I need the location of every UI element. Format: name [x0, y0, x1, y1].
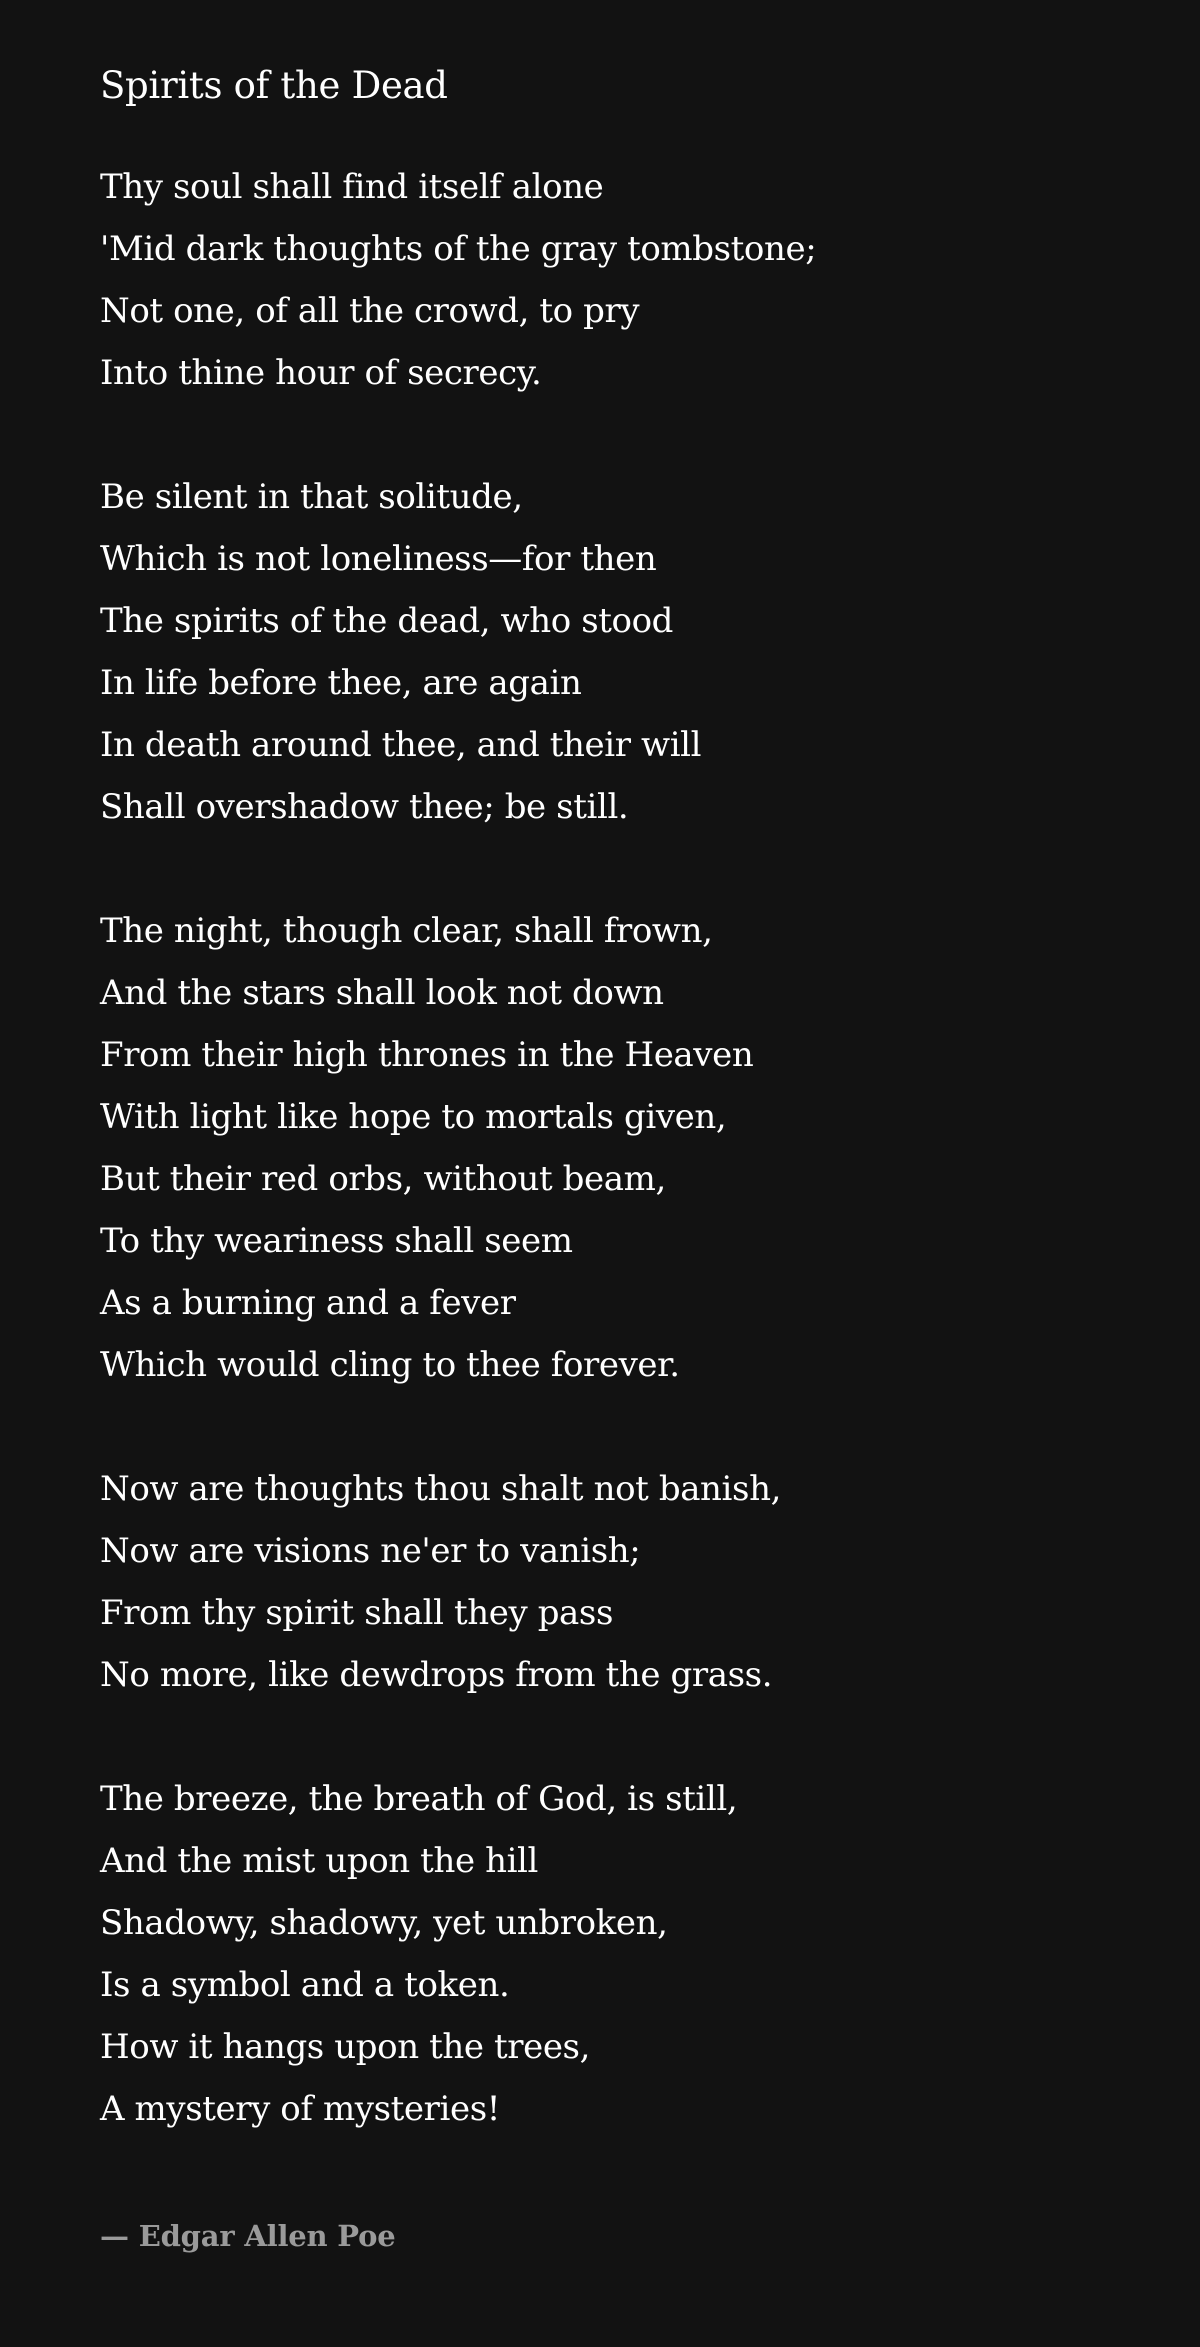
poem-title: Spirits of the Dead [100, 64, 448, 107]
stanza [100, 900, 1100, 1396]
poem-line: A mystery of mysteries! [100, 2089, 501, 2129]
poem-line: Now are thoughts thou shalt not banish, [100, 1469, 781, 1509]
poem-line: How it hangs upon the trees, [100, 2027, 591, 2067]
poem-line: The spirits of the dead, who stood [100, 601, 674, 641]
poem-line: Which is not loneliness—for then [100, 539, 657, 579]
poem-line: With light like hope to mortals given, [100, 1097, 727, 1137]
poem-line: And the mist upon the hill [100, 1841, 538, 1881]
poem-line: Not one, of all the crowd, to pry [100, 291, 640, 331]
poem-line: In death around thee, and their will [100, 725, 702, 765]
poem-line: Shadowy, shadowy, yet unbroken, [100, 1903, 668, 1943]
poem-line: Into thine hour of secrecy. [100, 353, 542, 393]
poem-line: But their red orbs, without beam, [100, 1159, 666, 1199]
poem-line: 'Mid dark thoughts of the gray tombstone; [100, 229, 817, 269]
stanza [100, 466, 1100, 838]
poem-line: The breeze, the breath of God, is still, [100, 1779, 738, 1819]
poem-line: Shall overshadow thee; be still. [100, 787, 629, 827]
poem-line: No more, like dewdrops from the grass. [100, 1655, 773, 1695]
poem-line: As a burning and a fever [100, 1283, 516, 1323]
poem-line: Thy soul shall find itself alone [100, 167, 604, 207]
poem-body [100, 156, 1100, 2202]
poem-line: Be silent in that solitude, [100, 477, 523, 517]
poem-line: Now are visions ne'er to vanish; [100, 1531, 641, 1571]
poem-line: To thy weariness shall seem [100, 1221, 573, 1261]
stanza [100, 156, 1100, 404]
author-attribution: — Edgar Allen Poe [100, 2219, 396, 2253]
poem-line: From their high thrones in the Heaven [100, 1035, 754, 1075]
stanza [100, 1768, 1100, 2140]
stanza [100, 1458, 1100, 1706]
poem-line: In life before thee, are again [100, 663, 582, 703]
poem-line: Which would cling to thee forever. [100, 1345, 680, 1385]
poem-line: Is a symbol and a token. [100, 1965, 510, 2005]
poem-line: And the stars shall look not down [100, 973, 664, 1013]
poem-line: The night, though clear, shall frown, [100, 911, 713, 951]
poem-line: From thy spirit shall they pass [100, 1593, 614, 1633]
